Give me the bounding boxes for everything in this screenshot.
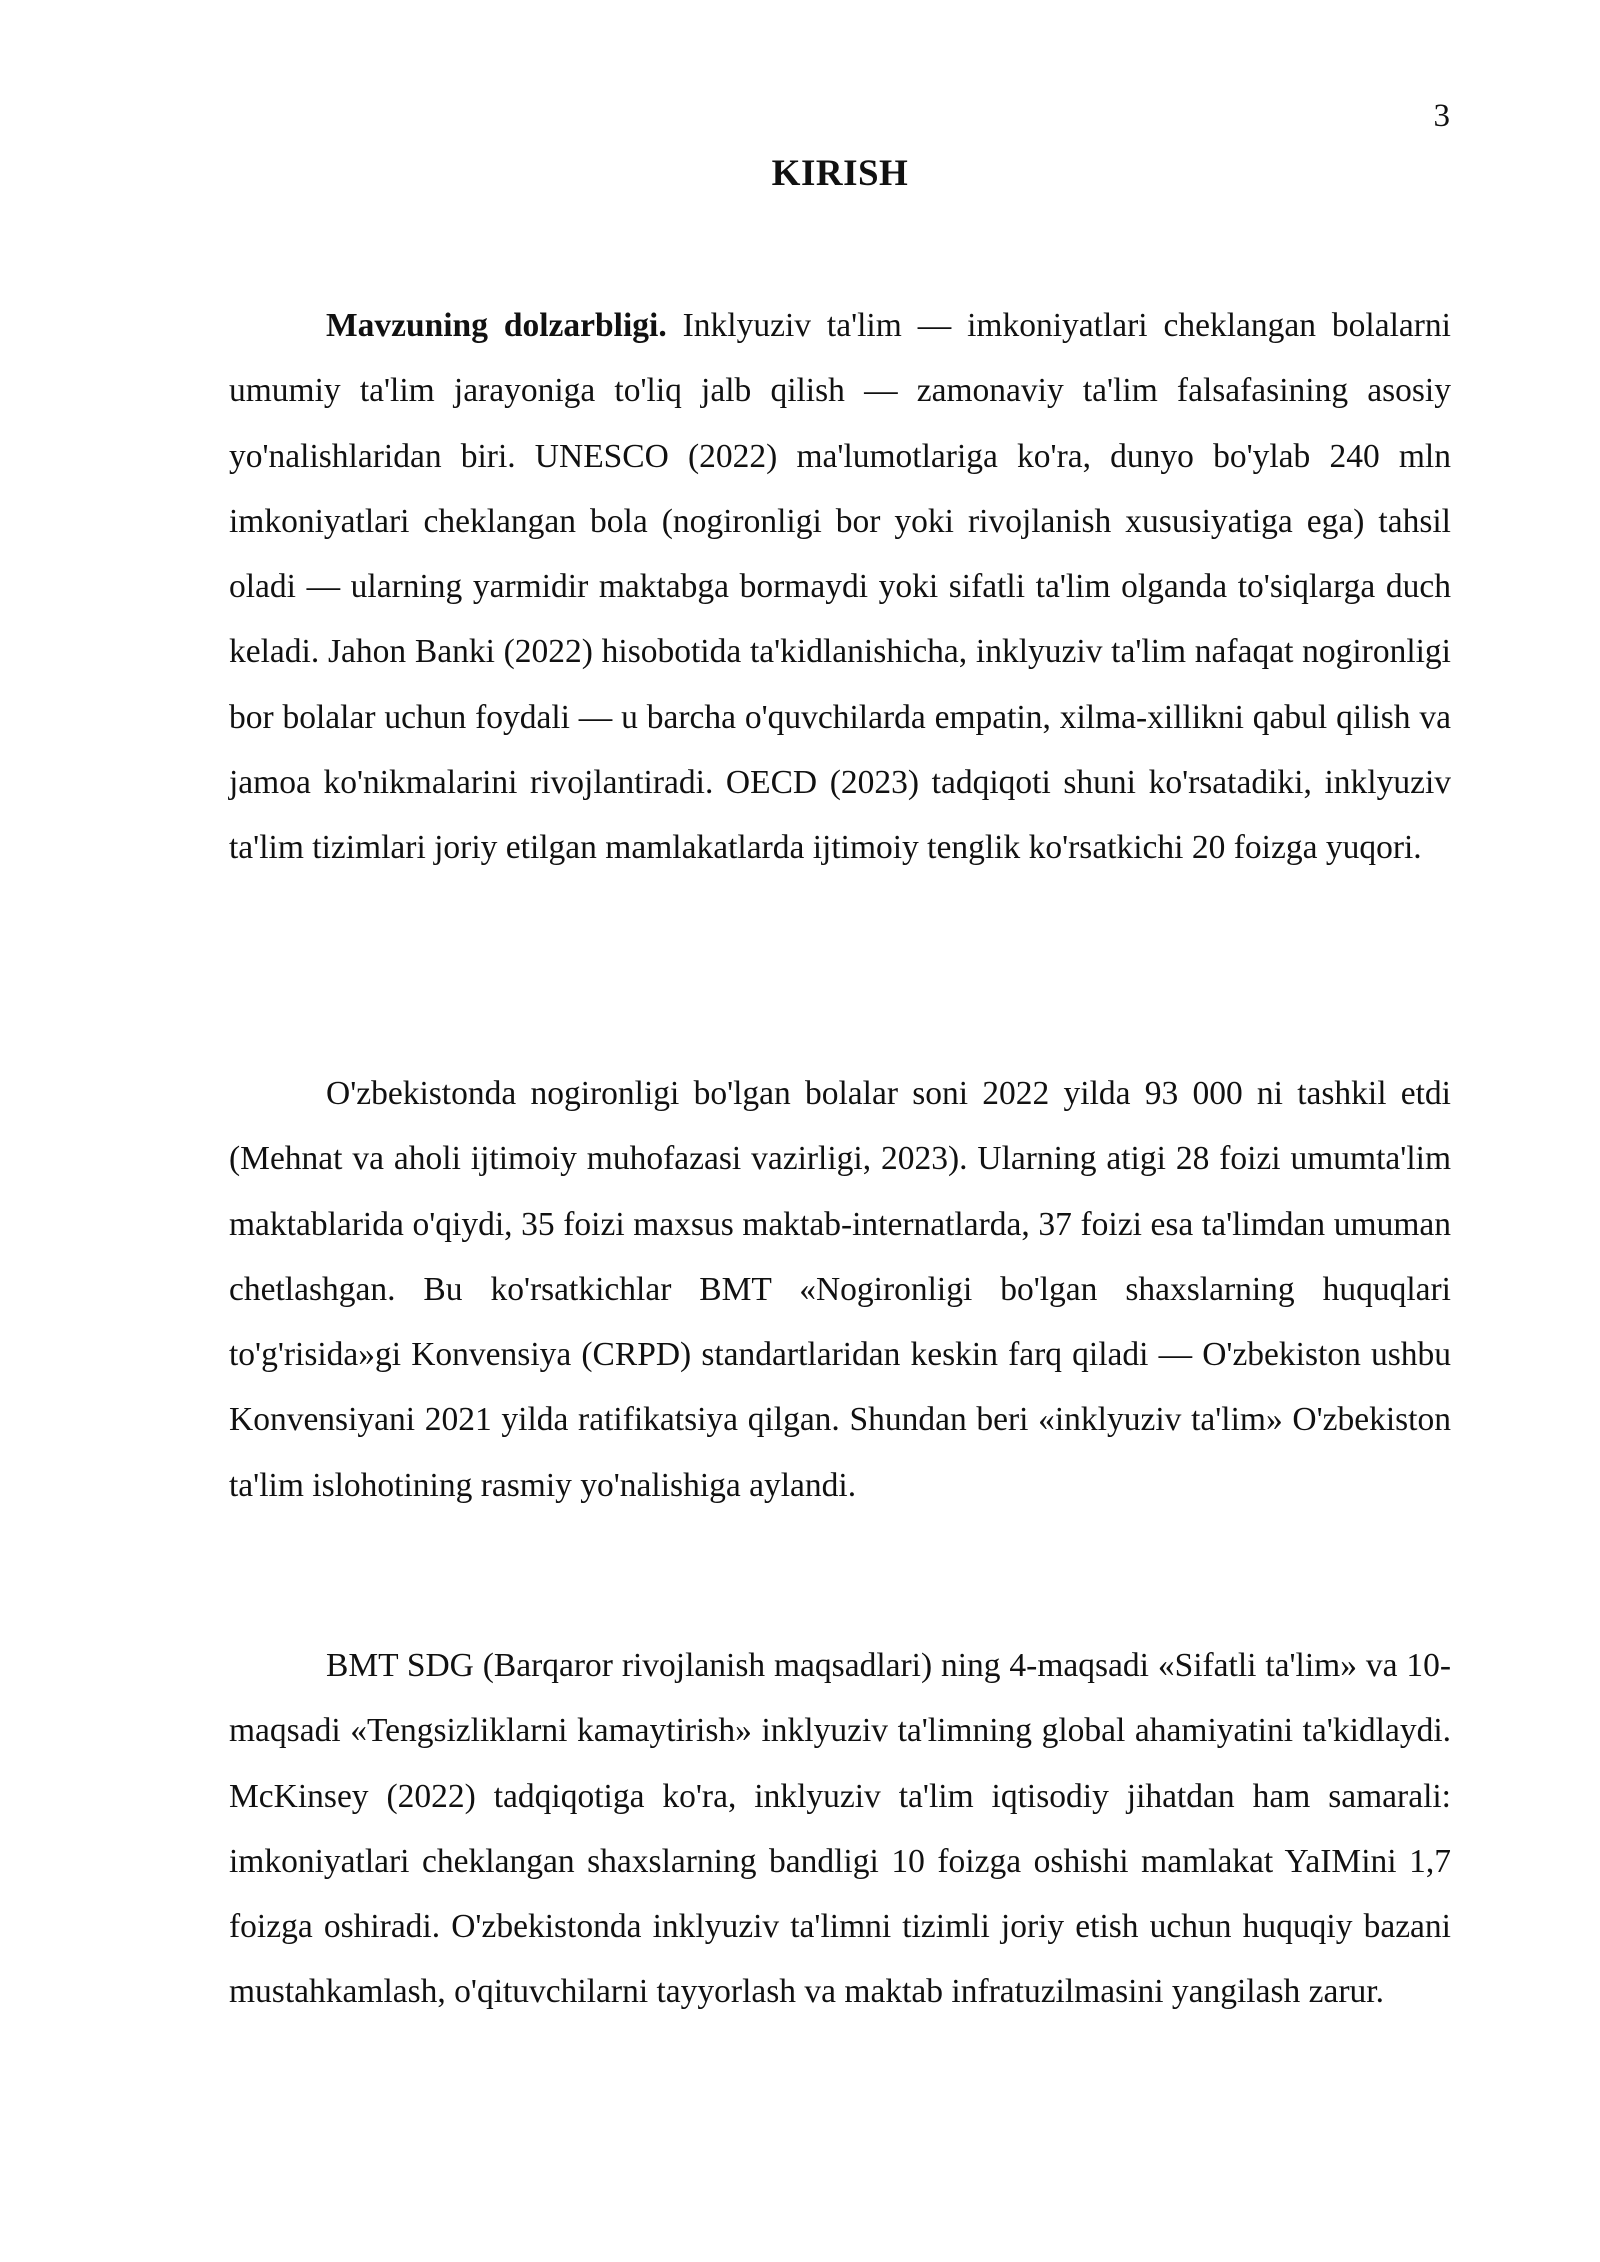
paragraph-lead-heading: Mavzuning dolzarbligi.	[326, 307, 667, 344]
page-number: 3	[1433, 98, 1450, 134]
paragraph-relevance	[229, 293, 1451, 881]
paragraph-uzbekistan-statistics	[229, 1061, 1451, 1518]
page-title: KIRISH	[771, 153, 909, 194]
paragraph-text: Inklyuziv ta'lim — imkoniyatlari cheklangan bolalarni umumiy ta'lim jarayoniga to'liq jalb qilish — zamonaviy ta'lim falsafasining asosiy yo'nalishlaridan biri. UNESCO (2022) ma'lumotlariga ko'ra, dunyo bo'ylab 240 mln imkoniyatlari cheklangan bola (nogironligi bor yoki rivojlanish xususiyatiga ega) tahsil oladi — ularning yarmidir maktabga bormaydi yoki sifatli ta'lim olganda to'siqlarga duch keladi. Jahon Banki (2022) hisobotida ta'kidlanishicha, inklyuziv ta'lim nafaqat nogironligi bor bolalar uchun foydali — u barcha o'quvchilarda empatin, xilma-xillikni qabul qilish va jamoa ko'nikmalarini rivojlantiradi. OECD (2023) tadqiqoti shuni ko'rsatadiki, inklyuziv ta'lim tizimlari joriy etilgan mamlakatlarda ijtimoiy tenglik ko'rsatkichi 20 foizga yuqori.	[229, 307, 1451, 867]
paragraph-text: O'zbekistonda nogironligi bo'lgan bolalar soni 2022 yilda 93 000 ni tashkil etdi (Mehnat va aholi ijtimoiy muhofazasi vazirligi, 2023). Ularning atigi 28 foizi umumta'lim maktablarida o'qiydi, 35 foizi maxsus maktab-internatlarda, 37 foizi esa ta'limdan umuman chetlashgan. Bu ko'rsatkichlar BMT «Nogironligi bo'lgan shaxslarning huquqlari to'g'risida»gi Konvensiya (CRPD) standartlaridan keskin farq qiladi — O'zbekiston ushbu Konvensiyani 2021 yilda ratifikatsiya qilgan. Shundan beri «inklyuziv ta'lim» O'zbekiston ta'lim islohotining rasmiy yo'nalishiga aylandi.	[229, 1075, 1451, 1504]
paragraph-sdg-goals	[229, 1633, 1451, 2025]
paragraph-text: BMT SDG (Barqaror rivojlanish maqsadlari) ning 4-maqsadi «Sifatli ta'lim» va 10-maqsadi «Tengsizliklarni kamaytirish» inklyuziv ta'limning global ahamiyatini ta'kidlaydi. McKinsey (2022) tadqiqotiga ko'ra, inklyuziv ta'lim iqtisodiy jihatdan ham samarali: imkoniyatlari cheklangan shaxslarning bandligi 10 foizga oshishi mamlakat YaIMini 1,7 foizga oshiradi. O'zbekistonda inklyuziv ta'limni tizimli joriy etish uchun huquqiy bazani mustahkamlash, o'qituvchilarni tayyorlash va maktab infratuzilmasini yangilash zarur.	[229, 1647, 1451, 2011]
